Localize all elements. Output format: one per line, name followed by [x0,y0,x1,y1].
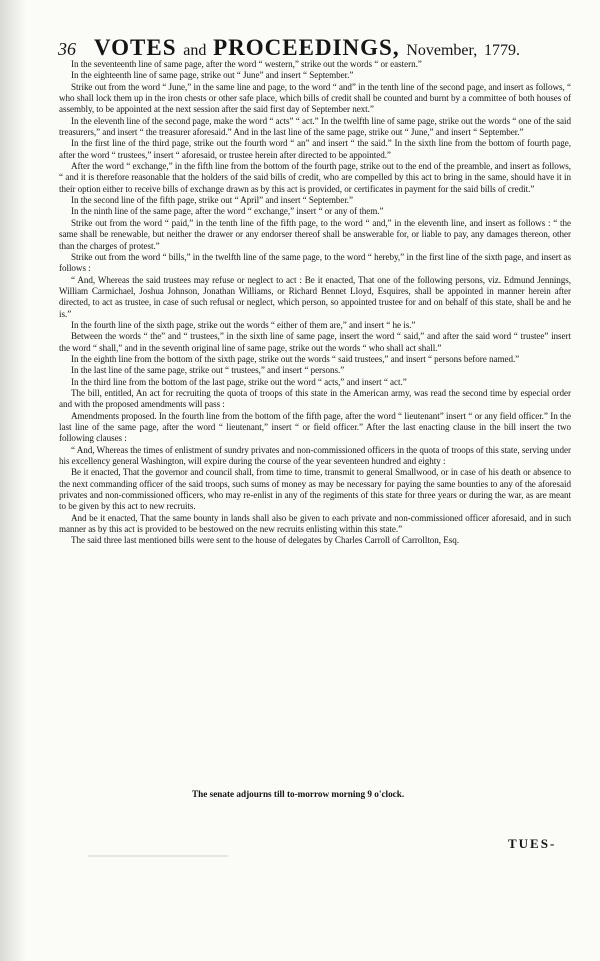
paragraph-6: After the word “ exchange,” in the fifth line from the bottom of the fourth page, strike out to the end of the preamble, and insert as follows, “ and it is therefore reasonable that the holders of the said bills of credit, who are compelled by this act to bring in the same, should have it in their option either to receive bills of exchange drawn as by this act is provided, or certificates in payment for the said bills of credit.” [59,161,571,194]
page-number: 36 [58,39,76,59]
paragraph-16: In the third line from the bottom of the last page, strike out the word “ acts,” and insert “ act.” [71,376,407,387]
paragraph-10: Strike out from the word “ bills,” in the twelfth line of the same page, to the word “ hereby,” in the first line of the sixth page, and insert as follows : [59,251,571,274]
paragraph-17: The bill, entitled, An act for recruiting the quota of troops of this state in the American army, was read the second time by especial order and with the proposed amendments will pass : [59,387,571,410]
paragraph-8: In the ninth line of the same page, after the word “ exchange,” insert “ or any of them.” [71,206,384,217]
title-month: November, [406,42,478,59]
paragraph-9: Strike out from the word “ paid,” in the tenth line of the fifth page, to the word “ and,” in the eleventh line, and insert as follows : “ the same shall be renewable, but neither the drawer or any endorser thereof shall be answerable for, or liable to pay, any damages thereon, other than the charges of protest.” [59,217,571,251]
paragraph-14: In the eighth line from the bottom of the sixth page, strike out the words “ said trustees,” and insert “ persons before named.” [71,353,520,364]
paragraph-4: In the eleventh line of the second page, make the word “ acts” “ act.” In the twelfth line of same page, strike out the words “ one of the said treasurers,” and insert “ the treasurer aforesaid.” And in the last line of the same page, strike out “ June,” and insert “ September.” [59,115,571,138]
document-text [59,59,571,547]
title-votes: VOTES [94,35,177,60]
title-proceedings: PROCEEDINGS, [213,35,400,60]
paragraph-7: In the second line of the fifth page, strike out “ April” and insert “ September.” [71,195,354,206]
title-year: 1779. [483,42,520,59]
paragraph-12: In the fourth line of the sixth page, strike out the words “ either of them are,” and insert “ he is.” [71,319,416,330]
page-gutter [0,0,26,961]
page-header [50,32,580,62]
paragraph-22: The said three last mentioned bills were sent to the house of delegates by Charles Carroll of Carrollton, Esq. [71,535,459,546]
paragraph-2: In the eighteenth line of same page, strike out “ June” and insert “ September.” [71,70,354,81]
adjournment-note: The senate adjourns till to-morrow morning 9 o'clock. [192,789,405,799]
running-title [94,35,520,61]
paragraph-18: Amendments proposed. In the fourth line from the bottom of the fifth page, after the word “ lieutenant” insert “ or any field officer.” In the last line of the same page, after the word “ lieutenant,” insert “ or field officer.” After the last enacting clause in the bill insert the two following clauses : [59,410,571,444]
paragraph-3: Strike out from the word “ June,” in the same line and page, to the word “ and” in the tenth line of the second page, and insert as follows, “ who shall lock them up in the iron chests or other safe place, which bills of credit shall be counted and burnt by a committee of both houses of assembly, to be appointed at the next session after the said first day of September next.” [59,81,571,115]
paragraph-13: Between the words “ the” and “ trustees,” in the sixth line of same page, insert the word “ said,” and after the said word “ trustee” insert the word “ shall,” and in the seventh original line of same page, strike out the words “ who shall act shall.” [59,331,571,353]
paragraph-1: In the seventeenth line of same page, after the word “ western,” strike out the words “ or eastern.” [71,59,422,69]
paragraph-5: In the first line of the third page, strike out the fourth word “ an” and insert “ the said.” In the sixth line from the bottom of fourth page, after the word “ trustees,” insert “ aforesaid, or trustee herein after directed to be appointed.” [59,138,571,160]
paragraph-15: In the last line of the same page, strike out “ trustees,” and insert “ persons.” [71,365,345,376]
paragraph-11: “ And, Whereas the said trustees may refuse or neglect to act : Be it enacted, That one of the following persons, viz. Edmund Jennings, William Carmichael, Joshua Johnson, Jonathan Williams, or Richard Bennet Lloyd, Esquires, shall be appointed in manner herein after directed, to act as trustee, in case of such refusal or neglect, which person, so appointed trustee for and on behalf of this state, shall be and he is.” [59,274,571,319]
paragraph-19: “ And, Whereas the times of enlistment of sundry privates and non-commissioned officers in the quota of troops of this state, serving under his excellency general Washington, will expire during the course of the year seventeen hundred and eighty : [59,444,571,467]
paragraph-21: And be it enacted, That the same bounty in lands shall also be given to each private and non-commissioned officer aforesaid, and in such manner as by this act is provided to be bestowed on the new recruits enlisting within this state.” [59,512,571,535]
paragraph-20: Be it enacted, That the governor and council shall, from time to time, transmit to general Smallwood, or in case of his death or absence to the next commanding officer of the said troops, such sums of money as may be necessary for paying the same bounties to any of the aforesaid privates and non-commissioned officers, who may re-enlist in any of the regiments of this state for three years or during the war, as are meant to be given by this act to new recruits. [59,467,571,512]
catchword: TUES- [508,836,557,851]
faint-bleed-through [88,855,228,857]
title-and: and [183,42,207,59]
